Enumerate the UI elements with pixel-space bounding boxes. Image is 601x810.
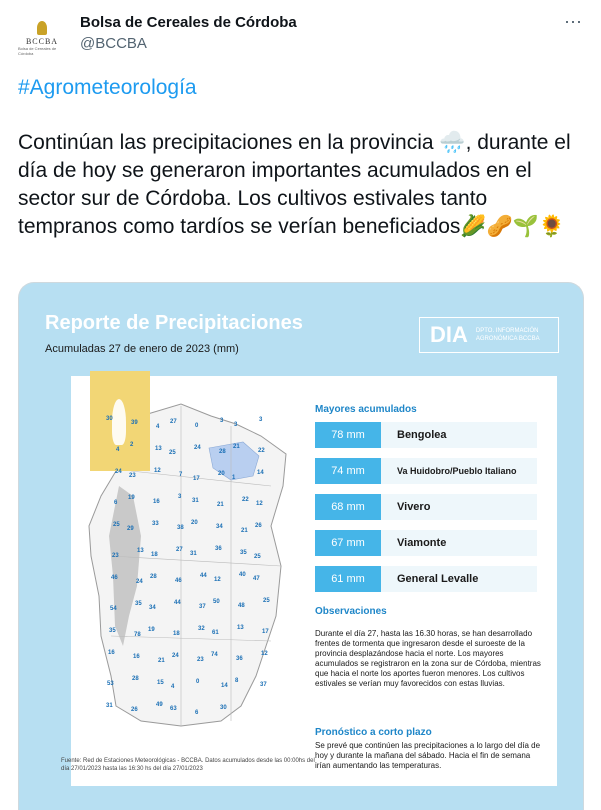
map-station-value: 23 bbox=[112, 553, 119, 559]
map-station-value: 54 bbox=[110, 606, 117, 612]
map-station-value: 16 bbox=[108, 650, 115, 656]
map-station-value: 37 bbox=[199, 604, 206, 610]
map-station-value: 46 bbox=[111, 575, 118, 581]
map-station-value: 16 bbox=[153, 499, 160, 505]
report-panel bbox=[71, 376, 557, 786]
map-station-value: 7 bbox=[179, 472, 183, 478]
ranking-place: Va Huidobro/Pueblo Italiano bbox=[397, 466, 517, 476]
ranking-place: General Levalle bbox=[397, 573, 479, 585]
map-station-value: 24 bbox=[194, 445, 201, 451]
ranking-place: Vivero bbox=[397, 501, 431, 513]
map-station-value: 36 bbox=[236, 656, 243, 662]
pronostico-text: Se prevé que continúen las precipitaciones a lo largo del día de hoy y durante la mañana del sábado. Hacia el fin de semana irían aumentando las temperaturas. bbox=[315, 741, 541, 770]
map-station-value: 17 bbox=[193, 476, 200, 482]
ranking-mm: 74 mm bbox=[315, 458, 381, 484]
map-station-value: 30 bbox=[106, 416, 113, 422]
report-title: Reporte de Precipitaciones bbox=[45, 312, 303, 334]
map-station-value: 28 bbox=[132, 676, 139, 682]
map-station-value: 35 bbox=[135, 601, 142, 607]
ranking-row bbox=[315, 422, 537, 448]
ranking-row bbox=[315, 566, 537, 592]
map-station-value: 48 bbox=[238, 603, 245, 609]
map-station-value: 25 bbox=[113, 522, 120, 528]
map-station-value: 13 bbox=[137, 548, 144, 554]
map-station-value: 29 bbox=[127, 526, 134, 532]
map-station-value: 47 bbox=[253, 576, 260, 582]
ranking-row bbox=[315, 458, 537, 484]
map-station-value: 39 bbox=[131, 420, 138, 426]
mayores-title: Mayores acumulados bbox=[315, 404, 417, 415]
wheat-badge bbox=[90, 371, 150, 471]
ranking-row bbox=[315, 530, 537, 556]
map-station-value: 16 bbox=[133, 654, 140, 660]
map-station-value: 3 bbox=[234, 422, 238, 428]
map-station-value: 24 bbox=[172, 653, 179, 659]
map-station-value: 61 bbox=[212, 630, 219, 636]
map-station-value: 2 bbox=[130, 442, 134, 448]
map-station-value: 18 bbox=[173, 631, 180, 637]
map-station-value: 53 bbox=[107, 681, 114, 687]
map-station-value: 12 bbox=[256, 501, 263, 507]
map-station-value: 25 bbox=[169, 450, 176, 456]
ranking-mm: 78 mm bbox=[315, 422, 381, 448]
map-station-value: 26 bbox=[255, 523, 262, 529]
pronostico-title: Pronóstico a corto plazo bbox=[315, 727, 432, 738]
map-station-value: 36 bbox=[215, 546, 222, 552]
map-station-value: 19 bbox=[128, 495, 135, 501]
map-station-value: 28 bbox=[150, 574, 157, 580]
map-station-value: 35 bbox=[240, 550, 247, 556]
map-station-value: 24 bbox=[115, 469, 122, 475]
map-station-value: 3 bbox=[178, 494, 182, 500]
author-name[interactable]: Bolsa de Cereales de Córdoba bbox=[80, 14, 297, 31]
map-station-value: 12 bbox=[261, 651, 268, 657]
map-station-value: 20 bbox=[218, 471, 225, 477]
map-station-value: 4 bbox=[171, 684, 175, 690]
map-station-value: 50 bbox=[213, 599, 220, 605]
map-station-value: 12 bbox=[214, 577, 221, 583]
map-station-value: 23 bbox=[197, 657, 204, 663]
map-station-value: 38 bbox=[177, 525, 184, 531]
map-station-value: 32 bbox=[198, 626, 205, 632]
ranking-mm: 68 mm bbox=[315, 494, 381, 520]
map-station-value: 6 bbox=[114, 500, 118, 506]
map-station-value: 3 bbox=[259, 417, 263, 423]
map-station-value: 44 bbox=[174, 600, 181, 606]
map-station-value: 3 bbox=[220, 418, 224, 424]
map-station-value: 13 bbox=[237, 625, 244, 631]
tweet-text: Continúan las precipitaciones en la provincia 🌧️, durante el día de hoy se generaron importantes acumulados en el sector sur de Córdoba. Los cultivos estivales tanto tempranos como tardíos se verían beneficiados🌽🥜🌱🌻 bbox=[18, 131, 571, 238]
map-station-value: 28 bbox=[219, 449, 226, 455]
dept-badge-text: DPTO. INFORMACIÓN AGRONÓMICA BCCBA bbox=[475, 328, 540, 342]
more-options-icon[interactable]: ⋯ bbox=[564, 12, 583, 32]
dept-badge bbox=[419, 317, 559, 353]
map-station-value: 25 bbox=[254, 554, 261, 560]
map-station-value: 63 bbox=[170, 706, 177, 712]
map-station-value: 21 bbox=[158, 658, 165, 664]
author-handle[interactable]: @BCCBA bbox=[80, 35, 147, 52]
dept-badge-label: DIA bbox=[430, 322, 468, 347]
observaciones-title: Observaciones bbox=[315, 606, 387, 617]
map-station-value: 49 bbox=[156, 702, 163, 708]
map-station-value: 20 bbox=[191, 520, 198, 526]
map-station-value: 24 bbox=[136, 579, 143, 585]
hashtag-link[interactable]: #Agrometeorología bbox=[18, 76, 197, 99]
tweet-header bbox=[14, 10, 589, 60]
ranking-row bbox=[315, 494, 537, 520]
map-station-value: 1 bbox=[232, 475, 236, 481]
map-station-value: 14 bbox=[221, 683, 228, 689]
map-station-value: 31 bbox=[190, 551, 197, 557]
map-station-value: 0 bbox=[196, 679, 200, 685]
map-station-value: 8 bbox=[235, 678, 239, 684]
precipitation-map bbox=[71, 376, 301, 756]
map-station-value: 21 bbox=[233, 444, 240, 450]
avatar[interactable] bbox=[18, 14, 66, 62]
map-station-value: 19 bbox=[148, 627, 155, 633]
map-station-value: 21 bbox=[217, 502, 224, 508]
map-station-value: 6 bbox=[195, 710, 199, 716]
ranking-place: Bengolea bbox=[397, 429, 447, 441]
map-station-value: 25 bbox=[263, 598, 270, 604]
map-station-value: 21 bbox=[241, 528, 248, 534]
avatar-subtext: Bolsa de Cereales de Córdoba bbox=[18, 45, 57, 56]
map-station-value: 14 bbox=[257, 470, 264, 476]
map-station-value: 44 bbox=[200, 573, 207, 579]
map-station-value: 4 bbox=[116, 447, 120, 453]
report-subtitle: Acumuladas 27 de enero de 2023 (mm) bbox=[45, 343, 239, 355]
map-station-value: 33 bbox=[152, 521, 159, 527]
map-station-value: 26 bbox=[131, 707, 138, 713]
source-note: Fuente: Red de Estaciones Meteorológicas - BCCBA. Datos acumulados desde las 00:00hs del día 27/01/2023 hasta las 16:30 hs del día 27/01/2023 bbox=[61, 758, 315, 772]
map-station-value: 31 bbox=[192, 498, 199, 504]
map-station-value: 22 bbox=[258, 448, 265, 454]
map-station-value: 0 bbox=[195, 423, 199, 429]
map-station-value: 27 bbox=[170, 419, 177, 425]
map-station-value: 4 bbox=[156, 424, 160, 430]
map-station-value: 46 bbox=[175, 578, 182, 584]
map-station-value: 12 bbox=[154, 468, 161, 474]
map-station-value: 35 bbox=[109, 628, 116, 634]
map-station-value: 18 bbox=[151, 552, 158, 558]
wheat-icon bbox=[112, 399, 126, 445]
map-station-value: 17 bbox=[262, 629, 269, 635]
map-station-value: 40 bbox=[239, 572, 246, 578]
avatar-brand: BCCBA bbox=[25, 36, 59, 46]
map-station-value: 30 bbox=[220, 705, 227, 711]
map-station-value: 34 bbox=[216, 524, 223, 530]
map-station-value: 34 bbox=[149, 605, 156, 611]
ranking-mm: 67 mm bbox=[315, 530, 381, 556]
map-station-value: 15 bbox=[157, 680, 164, 686]
ranking-mm: 61 mm bbox=[315, 566, 381, 592]
map-station-value: 31 bbox=[106, 703, 113, 709]
map-station-value: 23 bbox=[129, 473, 136, 479]
observaciones-text: Durante el día 27, hasta las 16.30 horas, se han desarrollado frentes de tormenta que ingresaron desde el suroeste de la provincia desplazándose hacia el norte. Los mayores acumulados se registraron en la zona sur de Córdoba, mientras que hacia el norte los aportes fueron menores. Los cultivos estivales se verían muy favorecidos con estas lluvias. bbox=[315, 629, 541, 688]
wheat-logo-icon bbox=[37, 21, 47, 35]
ranking-place: Viamonte bbox=[397, 537, 447, 549]
map-station-value: 78 bbox=[134, 632, 141, 638]
map-station-value: 74 bbox=[211, 652, 218, 658]
map-station-value: 27 bbox=[176, 547, 183, 553]
map-station-value: 13 bbox=[155, 446, 162, 452]
map-station-value: 37 bbox=[260, 682, 267, 688]
map-station-value: 22 bbox=[242, 497, 249, 503]
tweet-image[interactable] bbox=[18, 282, 584, 810]
